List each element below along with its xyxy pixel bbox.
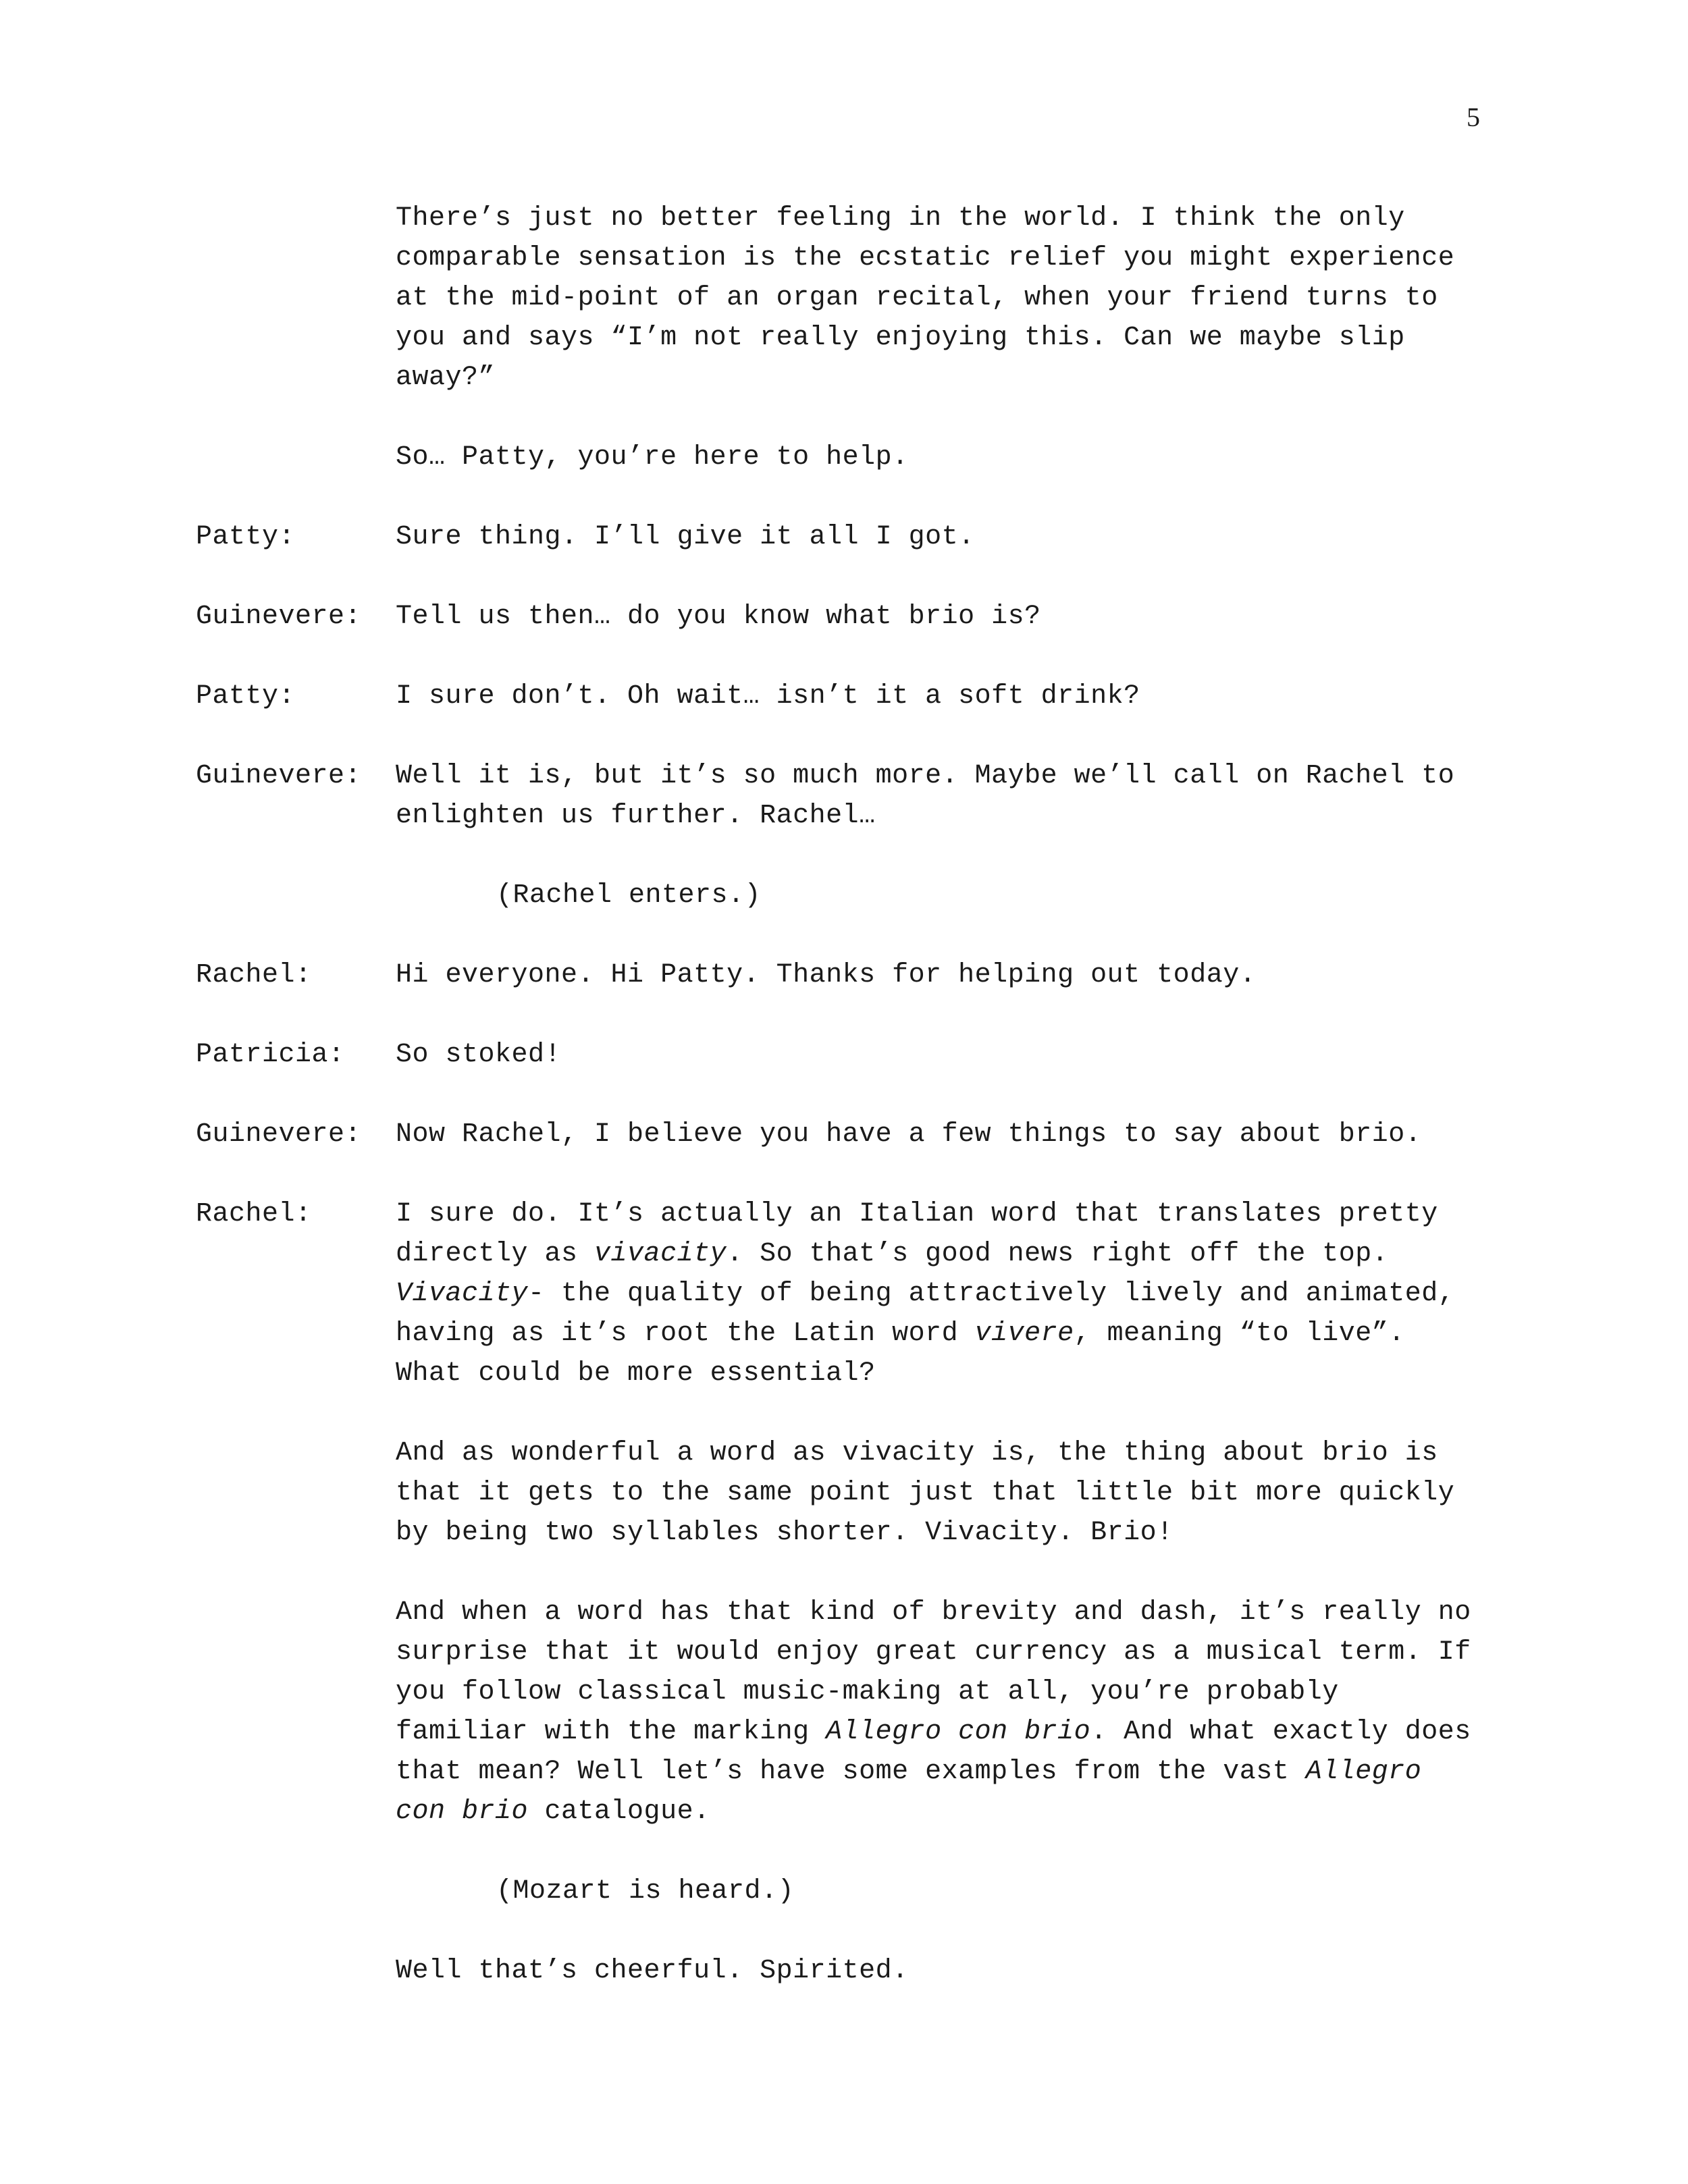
speech-text xyxy=(396,1194,1519,1393)
speech-line: you and says “I’m not really enjoying this. Can we maybe slip xyxy=(396,323,1405,353)
speech-fragment: having as it’s root the Latin word xyxy=(396,1319,975,1349)
speech-fragment: that mean? Well let’s have some examples from the vast xyxy=(396,1757,1306,1787)
speech-line: Sure thing. I’ll give it all I got. xyxy=(396,522,975,552)
speech-fragment: , meaning “to live”. xyxy=(1074,1319,1405,1349)
speech-fragment: - the quality of being attractively lively and animated, xyxy=(528,1279,1455,1309)
speech-line: There’s just no better feeling in the world. I think the only xyxy=(396,203,1405,234)
italic-term: con brio xyxy=(396,1796,529,1827)
speech-line: Tell us then… do you know what brio is? xyxy=(396,602,1041,632)
stage-direction: (Rachel enters.) xyxy=(496,880,762,911)
dialogue-block xyxy=(196,756,1519,836)
speech-fragment: . And what exactly does xyxy=(1090,1717,1471,1747)
speech-line: that it gets to the same point just that little bit more quickly xyxy=(396,1478,1455,1508)
speaker-name: Patricia: xyxy=(196,1040,345,1070)
speech-line: you follow classical music-making at all, you’re probably xyxy=(396,1677,1339,1707)
dialogue-block xyxy=(196,1194,1519,1393)
speech-line: And when a word has that kind of brevity and dash, it’s really no xyxy=(396,1597,1471,1628)
speech-fragment: . So that’s good news right off the top. xyxy=(727,1239,1389,1269)
dialogue-block xyxy=(196,597,1519,637)
speech-line: away?” xyxy=(396,363,496,393)
speech-line xyxy=(396,1792,1519,1832)
speech-line xyxy=(396,1274,1519,1314)
speech-text xyxy=(396,676,1519,716)
speech-line: Well it is, but it’s so much more. Maybe we’ll call on Rachel to xyxy=(396,761,1455,791)
speech-line xyxy=(396,1314,1519,1354)
speech-line: comparable sensation is the ecstatic relief you might experience xyxy=(396,243,1455,273)
speech-fragment: directly as xyxy=(396,1239,595,1269)
speech-text xyxy=(396,597,1519,637)
dialogue-block xyxy=(196,955,1519,995)
speech-line: I sure don’t. Oh wait… isn’t it a soft drink? xyxy=(396,681,1140,712)
dialogue-block xyxy=(196,676,1519,716)
continued-speech xyxy=(196,1951,1519,1991)
continued-speech xyxy=(196,1433,1519,1553)
speaker-name: Rachel: xyxy=(196,960,312,990)
speech-line: Well that’s cheerful. Spirited. xyxy=(396,1956,909,1986)
continued-speech xyxy=(196,1593,1519,1832)
speech-text xyxy=(396,517,1519,557)
speech-fragment: catalogue. xyxy=(528,1796,710,1827)
dialogue-block xyxy=(196,1115,1519,1154)
speech-line: at the mid-point of an organ recital, when your friend turns to xyxy=(396,283,1438,313)
italic-term: vivere xyxy=(974,1319,1074,1349)
stage-direction: (Mozart is heard.) xyxy=(496,1876,795,1907)
speech-text xyxy=(396,756,1519,836)
script-body xyxy=(196,198,1519,2031)
speaker-name: Guinevere: xyxy=(196,1119,362,1150)
continued-speech xyxy=(196,198,1519,398)
speech-line xyxy=(396,1712,1519,1752)
dialogue-block xyxy=(196,1035,1519,1075)
italic-term: Vivacity xyxy=(396,1279,529,1309)
speech-line: enlighten us further. Rachel… xyxy=(396,801,876,831)
italic-term: vivacity xyxy=(594,1239,727,1269)
speech-fragment: familiar with the marking xyxy=(396,1717,826,1747)
speaker-name: Patty: xyxy=(196,681,296,712)
continued-speech xyxy=(196,437,1519,477)
speaker-name: Rachel: xyxy=(196,1199,312,1229)
speech-line: And as wonderful a word as vivacity is, the thing about brio is xyxy=(396,1438,1438,1468)
speech-line: So… Patty, you’re here to help. xyxy=(396,442,909,473)
speech-line: I sure do. It’s actually an Italian word that translates pretty xyxy=(396,1199,1438,1229)
speech-line: What could be more essential? xyxy=(396,1358,876,1389)
speech-text xyxy=(396,1035,1519,1075)
speech-line: by being two syllables shorter. Vivacity. Brio! xyxy=(396,1518,1173,1548)
italic-term: Allegro con brio xyxy=(826,1717,1091,1747)
page-number: 5 xyxy=(1467,102,1480,132)
speaker-name: Patty: xyxy=(196,522,296,552)
speech-line: So stoked! xyxy=(396,1040,562,1070)
speech-line: Hi everyone. Hi Patty. Thanks for helping out today. xyxy=(396,960,1257,990)
speech-line: Now Rachel, I believe you have a few things to say about brio. xyxy=(396,1119,1422,1150)
dialogue-block xyxy=(196,517,1519,557)
speech-text xyxy=(396,955,1519,995)
speech-line xyxy=(396,1234,1519,1274)
speaker-name: Guinevere: xyxy=(196,761,362,791)
speaker-name: Guinevere: xyxy=(196,602,362,632)
speech-line: surprise that it would enjoy great currency as a musical term. If xyxy=(396,1637,1471,1668)
italic-term: Allegro xyxy=(1305,1757,1422,1787)
speech-line xyxy=(396,1752,1519,1792)
speech-text xyxy=(396,1115,1519,1154)
